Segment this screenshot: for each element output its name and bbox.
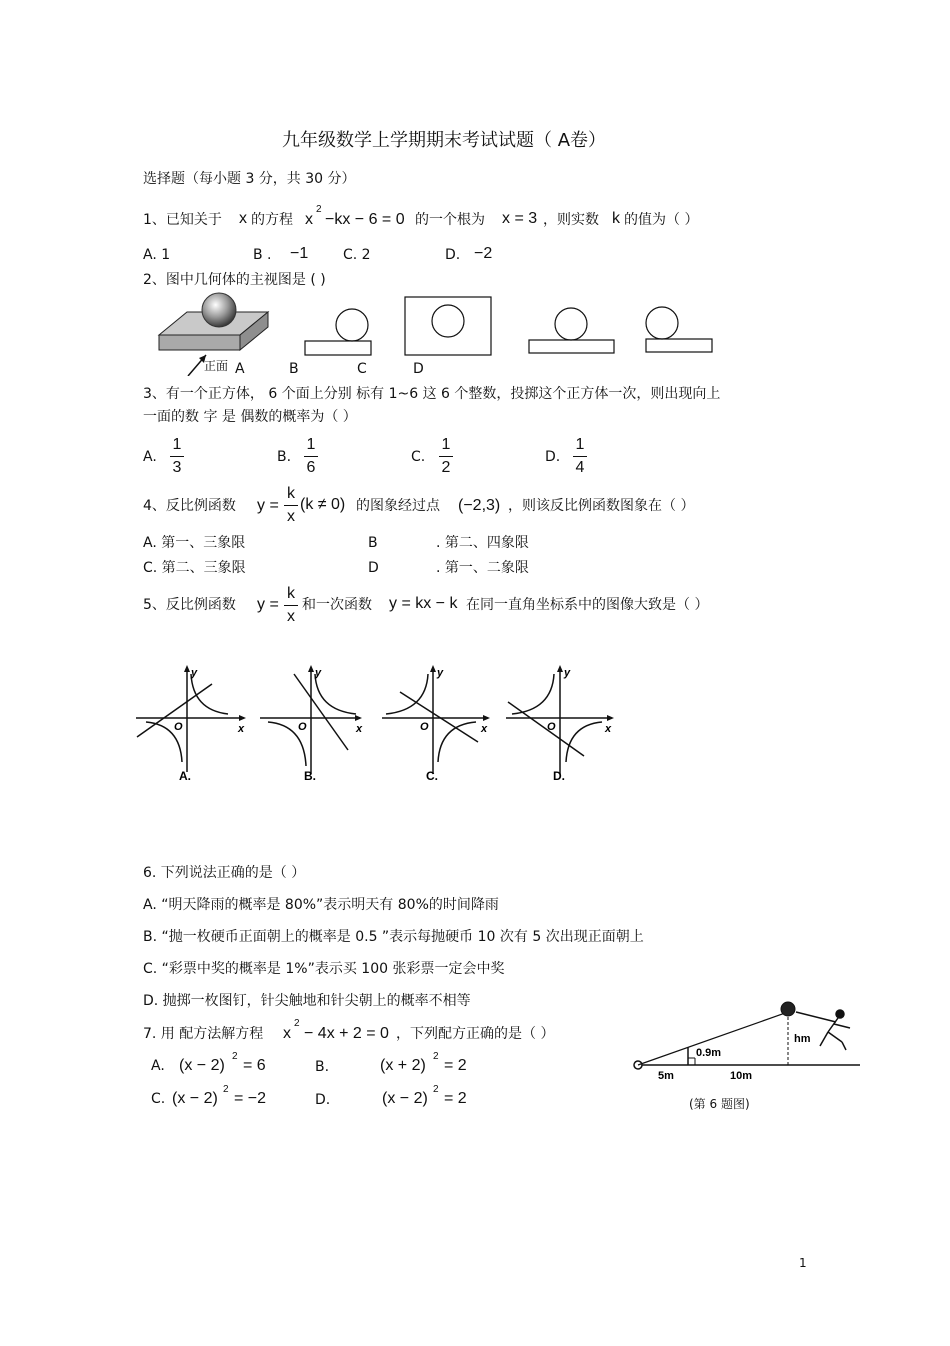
q7-option-a-rhs: = 6 (243, 1057, 266, 1074)
q7-option-b-rhs: = 2 (444, 1057, 467, 1074)
q4-option-a: A. 第一、三象限 (143, 535, 246, 551)
q3-line-1: 3、有一个正方体， 6 个面上分别 标有 1~6 这 6 个整数，投掷这个正方体一次，则出现向上 (143, 386, 721, 402)
q7-equation-rest: − 4x + 2 = 0 (304, 1025, 389, 1042)
q7-equation: x (283, 1025, 291, 1042)
q4-option-b: . 第二、四象限 (436, 535, 529, 551)
q5-text: 在同一直角坐标系中的图像大致是（ ） (466, 597, 709, 613)
q7-option-d-expr: (x − 2) (382, 1090, 428, 1107)
q4-text: ，则该反比例函数图象在（ ） (508, 498, 695, 514)
q4-text: 的图象经过点 (356, 498, 440, 514)
q2-label-c: C (357, 361, 367, 377)
q4-option-b-letter: B (368, 535, 378, 551)
q4-option-d-letter: D (368, 560, 379, 576)
svg-text:O: O (547, 721, 556, 733)
q1-text: 的值为（ ） (624, 212, 699, 228)
svg-text:x: x (605, 723, 612, 735)
q7-option-c-exp: 2 (223, 1084, 229, 1095)
page-title: 九年级数学上学期期末考试试题（ A卷） (282, 130, 607, 151)
q1-option-d: D. (445, 247, 461, 263)
q3-option-c: C. (411, 449, 426, 465)
svg-text:10m: 10m (730, 1070, 753, 1082)
q1-text: ，则实数 (543, 212, 599, 228)
q7-option-a-expr: (x − 2) (179, 1057, 225, 1074)
q7-option-d-rhs: = 2 (444, 1090, 467, 1107)
option-c-figure (400, 293, 496, 357)
q3-option-d: D. (545, 449, 561, 465)
svg-text:x: x (481, 723, 488, 735)
svg-text:y: y (315, 667, 322, 679)
q7-text: 7. 用 配方法解方程 (143, 1026, 264, 1042)
q4-text: 4、反比例函数 (143, 498, 236, 514)
q4-option-c: C. 第二、三象限 (143, 560, 246, 576)
q1-equation: x (305, 211, 313, 228)
sphere-shape (202, 293, 236, 327)
q5-graph-d (502, 662, 620, 784)
svg-text:C.: C. (426, 769, 438, 783)
q1-text: 的一个根为 (415, 212, 485, 228)
q6-option-c: C. “彩票中奖的概率是 1%”表示买 100 张彩票一定会中奖 (143, 961, 505, 977)
q2-text: 2、图中几何体的主视图是 ( ) (143, 272, 326, 288)
racket-icon (781, 1002, 795, 1016)
q7-exponent: 2 (294, 1018, 300, 1029)
svg-text:y: y (564, 667, 571, 679)
q1-option-a: A. 1 (143, 247, 171, 263)
q1-root: x = 3 (502, 210, 538, 227)
q4-y-eq: y = (257, 497, 279, 514)
q1-exponent: 2 (316, 204, 322, 215)
q5-text: 5、反比例函数 (143, 597, 236, 613)
q7-option-b: B. (315, 1059, 330, 1075)
q7-option-a-exp: 2 (232, 1051, 238, 1062)
q5-fraction: k x (284, 585, 298, 626)
q7-option-c: C. (151, 1091, 166, 1107)
svg-text:D.: D. (553, 769, 565, 783)
section-heading: 选择题（每小题 3 分，共 30 分） (143, 171, 356, 187)
option-d-figure (524, 300, 618, 358)
q4-option-d: . 第一、二象限 (436, 560, 529, 576)
q3-fraction-a: 1 3 (170, 436, 184, 477)
svg-text:5m: 5m (658, 1070, 674, 1082)
q1-text: 1、已知关于 (143, 212, 222, 228)
q1-equation-rest: −kx − 6 = 0 (325, 211, 405, 228)
page-number: 1 (799, 1256, 807, 1270)
q2-label-a: A (235, 361, 245, 377)
q5-graph-c (378, 662, 496, 784)
q6-option-d: D. 抛掷一枚图钉，针尖触地和针尖朝上的概率不相等 (143, 993, 471, 1009)
q6-option-b: B. “抛一枚硬币正面朝上的概率是 0.5 ”表示每抛硬币 10 次有 5 次出现正面朝上 (143, 929, 644, 945)
q7-option-d-exp: 2 (433, 1084, 439, 1095)
q2-label-b: B (289, 361, 299, 377)
q3-fraction-c: 1 2 (439, 436, 453, 477)
q1-option-d-value: −2 (474, 245, 493, 262)
q4-condition: (k ≠ 0) (300, 496, 346, 513)
q5-text: 和一次函数 (302, 597, 372, 613)
svg-text:O: O (420, 721, 429, 733)
q7-option-b-expr: (x + 2) (380, 1057, 426, 1074)
q1-var-k: k (612, 210, 620, 227)
q5-graph-b (256, 662, 374, 784)
q1-option-c: C. 2 (343, 247, 371, 263)
svg-text:O: O (174, 721, 183, 733)
q6-text: 6. 下列说法正确的是（ ） (143, 865, 306, 881)
q7-option-a: A. (151, 1058, 165, 1074)
q1-text: 的方程 (251, 212, 293, 228)
option-e-figure (642, 300, 716, 356)
q7-text: ，下列配方正确的是（ ） (396, 1026, 555, 1042)
q1-var-x: x (239, 210, 247, 227)
q5-graph-a (132, 662, 250, 784)
q6-option-a: A. “明天降雨的概率是 80%”表示明天有 80%的时间降雨 (143, 897, 499, 913)
q5-linear: y = kx − k (389, 595, 458, 612)
q7-option-c-expr: (x − 2) (172, 1090, 218, 1107)
q7-option-d: D. (315, 1092, 331, 1108)
option-b-figure (300, 300, 380, 360)
q3-fraction-d: 1 4 (573, 436, 587, 477)
svg-text:y: y (191, 667, 198, 679)
q1-option-b: B . (253, 247, 272, 263)
svg-text:x: x (238, 723, 245, 735)
q3-fraction-b: 1 6 (304, 436, 318, 477)
svg-text:A.: A. (179, 769, 191, 783)
q5-y-eq: y = (257, 596, 279, 613)
svg-text:B.: B. (304, 769, 316, 783)
svg-text:O: O (298, 721, 307, 733)
figure-caption: (第 6 题图) (689, 1097, 750, 1111)
svg-text:y: y (437, 667, 444, 679)
q3-option-a: A. (143, 449, 157, 465)
svg-text:0.9m: 0.9m (696, 1047, 722, 1059)
q3-line-2: 一面的数 字 是 偶数的概率为（ ） (143, 409, 357, 425)
q7-option-b-exp: 2 (433, 1051, 439, 1062)
q3-option-b: B. (277, 449, 292, 465)
q4-fraction: k x (284, 485, 298, 526)
q4-point: (−2,3) (458, 497, 501, 514)
svg-text:x: x (356, 723, 363, 735)
tennis-diagram (628, 998, 864, 1084)
q2-label-d: D (413, 361, 424, 377)
front-label: 正面 (204, 359, 229, 373)
q7-option-c-rhs: = −2 (234, 1090, 267, 1107)
q1-option-b-value: −1 (290, 245, 309, 262)
svg-text:hm: hm (794, 1033, 811, 1045)
